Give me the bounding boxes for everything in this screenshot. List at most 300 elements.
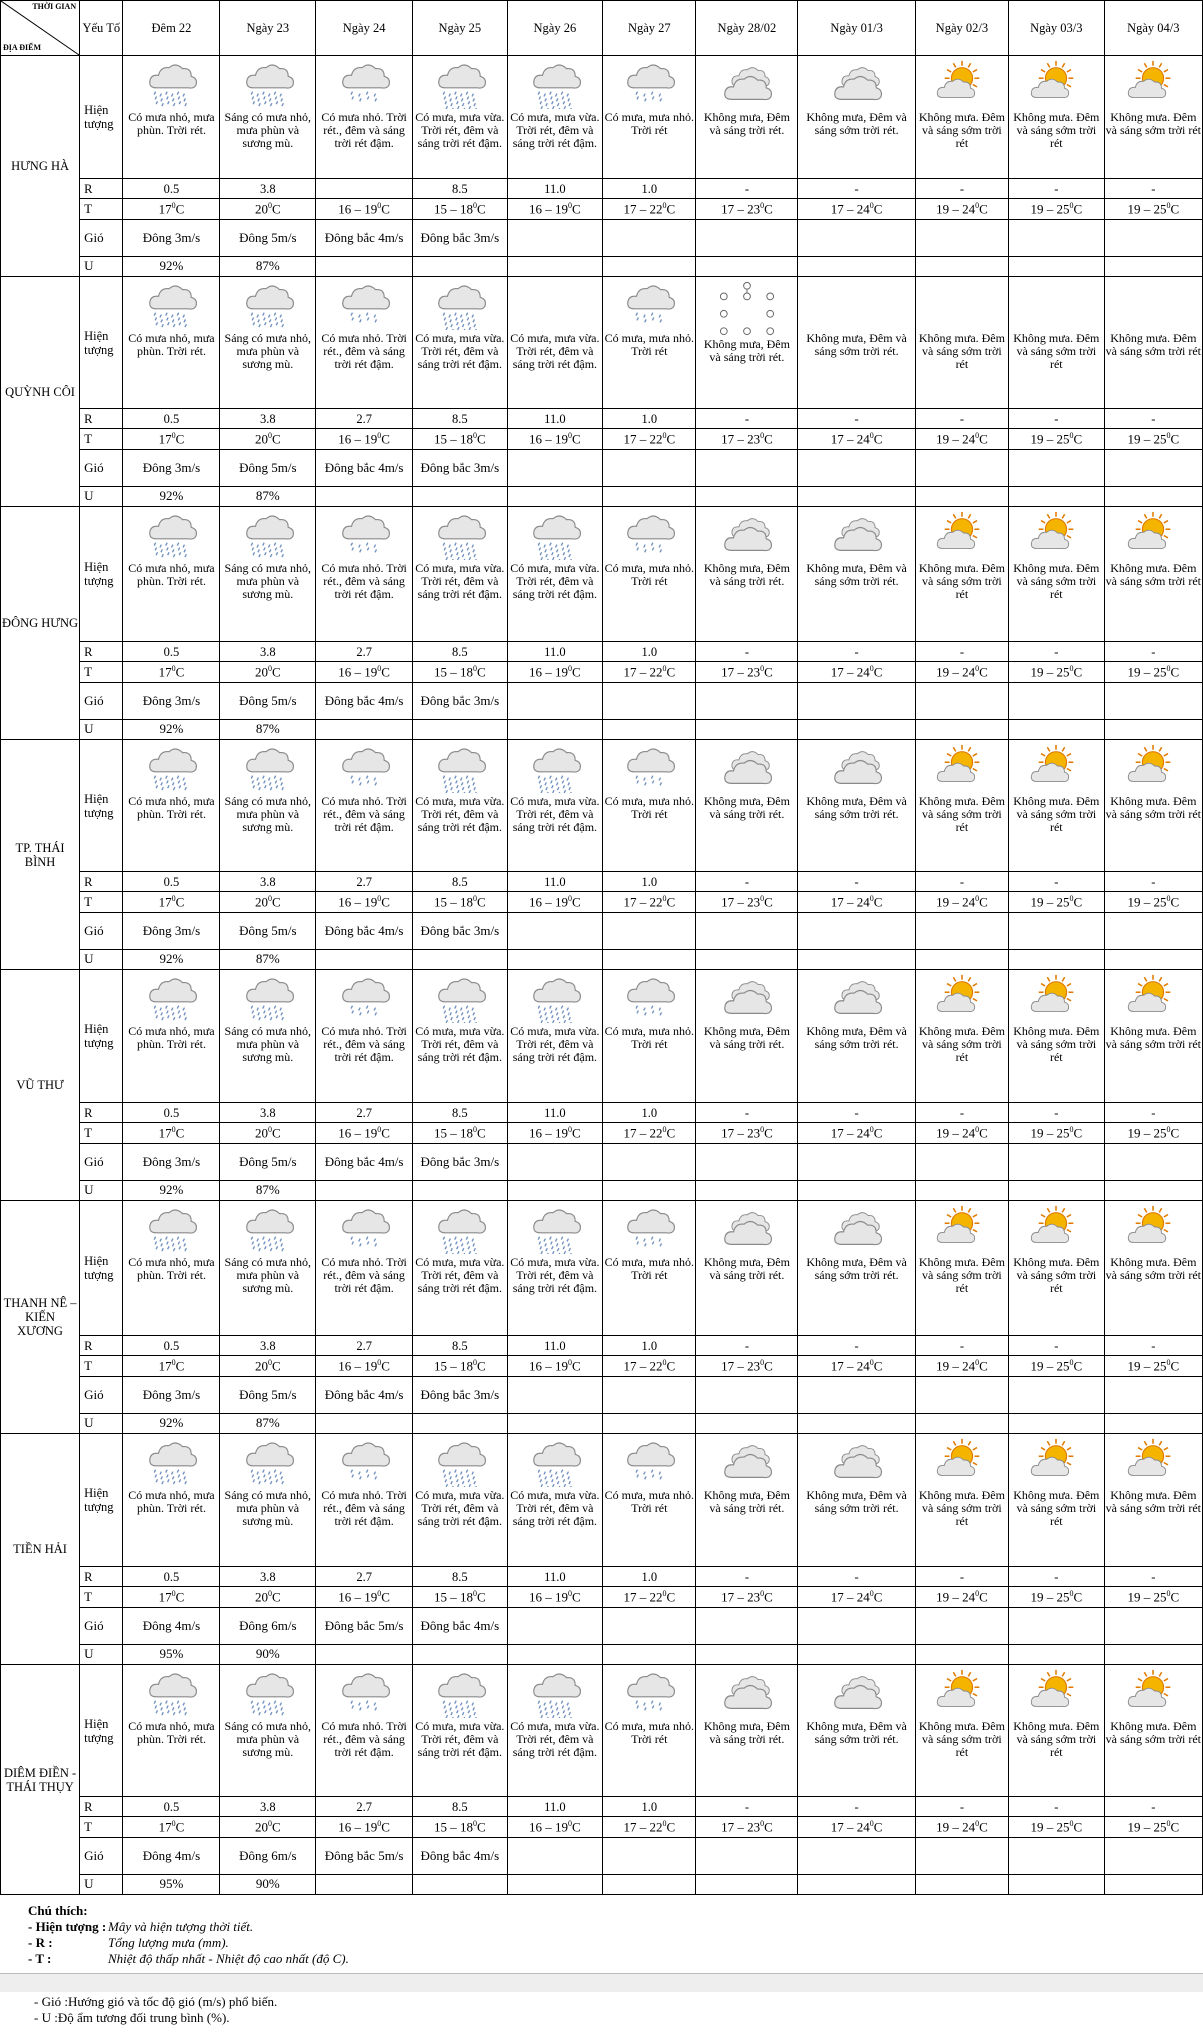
wind-cell [696,450,798,487]
temperature-unit: C [476,663,486,679]
wind-cell: Đông bắc 4m/s [413,1608,507,1645]
heavy-rain-cloud-icon [509,1668,602,1718]
humidity-cell [696,1875,798,1895]
temperature-unit: C [873,893,883,909]
phenomenon-cell [696,970,798,1103]
phenomenon-text: Không mưa. Đêm và sáng sớm trời rét [1105,1255,1201,1283]
humidity-cell [413,720,507,740]
phenomenon-text: Có mưa, mưa nhỏ. Trời rét [604,561,694,589]
rainfall-cell: - [1008,1336,1104,1356]
phenomenon-text: Không mưa, Đêm và sáng trời rét. [703,561,790,589]
degree-mark: 0 [472,663,477,673]
wind-cell [696,1144,798,1181]
temperature-unit: C [572,663,581,679]
degree-mark: 0 [377,1588,382,1598]
phenomenon-row [1,970,1203,1103]
rain-cloud-icon [221,59,314,109]
sun-cloud-icon [1106,1668,1201,1718]
phenomenon-cell [413,277,507,409]
wind-cell [1008,1144,1104,1181]
temperature-unit: C [1170,1588,1180,1604]
degree-mark: 0 [869,893,874,903]
temperature-unit: C [764,663,773,679]
phenomenon-text: Không mưa. Đêm và sáng sớm trời rét [1013,1255,1100,1296]
temperature-unit: C [1170,893,1180,909]
phenomenon-cell [603,277,696,409]
phenomenon-cell [316,970,413,1103]
phenomenon-cell [316,1201,413,1336]
wind-cell [1104,1144,1202,1181]
humidity-cell [915,1181,1008,1201]
heavy-rain-cloud-icon [509,1437,602,1487]
row-label-wind: Gió [80,450,123,487]
wind-cell [696,1838,798,1875]
wind-cell [1104,1377,1202,1414]
rainfall-cell: - [696,1103,798,1123]
humidity-cell [507,1875,603,1895]
wind-cell [696,1608,798,1645]
phenomenon-cell [413,970,507,1103]
phenomenon-cell [220,507,316,642]
day-header: Ngày 01/3 [798,1,915,56]
degree-mark: 0 [472,200,477,210]
phenomenon-cell [413,740,507,872]
humidity-cell [696,1414,798,1434]
row-label-humidity: U [80,950,123,970]
phenomenon-text: Sáng có mưa nhỏ, mưa phùn và sương mù. [224,1719,312,1760]
wind-cell: Đông 3m/s [123,1144,220,1181]
humidity-cell [316,257,413,277]
heavy-rain-cloud-icon [414,280,505,330]
humidity-cell [1008,1181,1104,1201]
temperature-unit: C [476,430,486,446]
wind-cell: Đông 3m/s [123,220,220,257]
wind-cell: Đông bắc 5m/s [316,1838,413,1875]
wind-cell [798,1608,915,1645]
humidity-row [1,1414,1203,1434]
temperature-cell [123,1587,220,1608]
temperature-unit: C [476,1124,486,1140]
phenomenon-text: Có mưa, mưa vừa. Trời rét, đêm và sáng trời rét đậm. [510,1719,600,1760]
wind-cell: Đông bắc 3m/s [413,450,507,487]
temperature-value: 19 – 24 [936,1818,976,1834]
degree-mark: 0 [267,1357,272,1367]
wind-cell [798,1144,915,1181]
wind-cell: Đông bắc 3m/s [413,1144,507,1181]
rainfall-cell: - [1104,642,1202,662]
humidity-cell: 90% [220,1875,316,1895]
temperature-unit: C [175,1818,185,1834]
phenomenon-cell [603,1434,696,1567]
degree-mark: 0 [472,1818,477,1828]
phenomenon-cell [123,1665,220,1797]
temperature-cell [696,892,798,913]
temperature-cell [798,199,915,220]
rain-cloud-icon [124,1668,218,1718]
phenomenon-cell [915,970,1008,1103]
rainfall-cell: 0.5 [123,1797,220,1817]
degree-mark: 0 [760,430,765,440]
rainfall-cell: 1.0 [603,409,696,429]
temperature-value: 20 [254,893,268,909]
humidity-row [1,1645,1203,1665]
rainfall-cell: - [915,409,1008,429]
temperature-unit: C [1073,1357,1083,1373]
heavy-rain-cloud-icon [414,1437,505,1487]
temperature-cell [1104,429,1202,450]
rainfall-cell: 11.0 [507,409,603,429]
row-label-wind: Gió [80,1377,123,1414]
humidity-cell [507,487,603,507]
phenomenon-cell [507,970,603,1103]
phenomenon-cell [123,1434,220,1567]
wind-cell [1104,1838,1202,1875]
temperature-unit: C [381,1818,390,1834]
temperature-unit: C [764,200,773,216]
wind-cell [696,220,798,257]
temperature-cell [316,892,413,913]
degree-mark: 0 [760,663,765,673]
phenomenon-text: Không mưa. Đêm và sáng sớm trời rét [918,1488,1005,1529]
wind-cell [603,220,696,257]
temperature-unit: C [572,1818,581,1834]
cloudy-icon [799,59,913,109]
phenomenon-row [1,1434,1203,1567]
phenomenon-cell [316,277,413,409]
phenomenon-text: Không mưa. Đêm và sáng sớm trời rét [918,331,1005,372]
phenomenon-cell [696,56,798,179]
temperature-value: 16 – 19 [529,430,569,446]
temperature-unit: C [381,893,390,909]
drizzle-cloud-icon [317,1204,411,1254]
drizzle-cloud-icon [317,1437,411,1487]
rainfall-row [1,1797,1203,1817]
temperature-unit: C [572,893,581,909]
drizzle-cloud-icon [604,1204,694,1254]
temperature-value: 17 – 23 [721,1357,761,1373]
humidity-cell [798,1875,915,1895]
row-label-phenomenon: Hiện tượng [80,1665,123,1797]
phenomenon-cell [1104,277,1202,409]
note-text: Mây và hiện tượng thời tiết. [108,1919,254,1934]
sun-cloud-icon [917,59,1007,109]
temperature-value: 17 – 22 [623,200,663,216]
degree-mark: 0 [1069,430,1074,440]
degree-mark: 0 [267,200,272,210]
phenomenon-cell [316,507,413,642]
selection-handles-icon[interactable] [697,280,796,336]
phenomenon-cell [413,507,507,642]
degree-mark: 0 [1069,663,1074,673]
humidity-cell [798,257,915,277]
row-label-wind: Gió [80,1608,123,1645]
rainfall-cell: 0.5 [123,409,220,429]
rainfall-cell: - [798,1797,915,1817]
degree-mark: 0 [662,1357,667,1367]
degree-mark: 0 [1069,893,1074,903]
temperature-cell [316,1587,413,1608]
temperature-cell [603,199,696,220]
wind-cell: Đông bắc 4m/s [316,683,413,720]
corner-header [1,1,80,56]
temperature-cell [316,429,413,450]
phenomenon-cell [915,740,1008,872]
sun-cloud-icon [1106,743,1201,793]
phenomenon-cell [696,1201,798,1336]
phenomenon-text: Không mưa. Đêm và sáng sớm trời rét [1105,561,1201,589]
temperature-value: 16 – 19 [529,893,569,909]
wind-cell [507,220,603,257]
phenomenon-text: Có mưa, mưa vừa. Trời rét, đêm và sáng trời rét đậm. [510,331,600,372]
wind-cell: Đông 5m/s [220,1144,316,1181]
temperature-value: 17 [158,200,172,216]
humidity-cell [603,1645,696,1665]
temperature-unit: C [271,893,281,909]
rainfall-cell: - [915,872,1008,892]
temperature-unit: C [476,1588,486,1604]
phenomenon-cell [123,970,220,1103]
phenomenon-cell [696,1665,798,1797]
degree-mark: 0 [662,893,667,903]
note-key: - Hiện tượng : [28,1919,107,1934]
note-key: - U : [34,2010,58,2025]
humidity-cell [603,1181,696,1201]
note-key: - Gió : [34,1994,68,2009]
rainfall-cell: - [798,409,915,429]
rainfall-cell: 1.0 [603,1797,696,1817]
wind-cell: Đông bắc 3m/s [413,1377,507,1414]
humidity-cell [603,487,696,507]
temperature-unit: C [271,200,281,216]
humidity-row [1,950,1203,970]
wind-cell [798,683,915,720]
humidity-cell [413,950,507,970]
day-header: Ngày 04/3 [1104,1,1202,56]
phenomenon-text: Có mưa nhỏ. Trời rét., đêm và sáng trời rét đậm. [321,1024,407,1065]
sun-cloud-icon [1106,973,1201,1023]
temperature-unit: C [271,1357,281,1373]
temperature-cell [1008,892,1104,913]
wind-cell [696,913,798,950]
wind-cell [1008,683,1104,720]
temperature-value: 17 [158,1124,172,1140]
rainfall-cell: - [1104,179,1202,199]
temperature-cell [915,1817,1008,1838]
temperature-unit: C [666,1818,676,1834]
temperature-value: 17 – 22 [623,1357,663,1373]
phenomenon-cell [1104,1434,1202,1567]
degree-mark: 0 [377,430,382,440]
wind-cell [1104,220,1202,257]
temperature-value: 17 – 22 [623,893,663,909]
rainfall-cell: 1.0 [603,1567,696,1587]
drizzle-cloud-icon [604,1668,694,1718]
note-key: - T : [28,1951,52,1966]
row-label-wind: Gió [80,1144,123,1181]
degree-mark: 0 [472,430,477,440]
humidity-cell [1104,720,1202,740]
day-header: Ngày 25 [413,1,507,56]
temperature-value: 17 – 24 [830,1357,870,1373]
rainfall-cell: 0.5 [123,872,220,892]
temperature-unit: C [666,1124,676,1140]
row-label-rainfall: R [80,409,123,429]
temperature-value: 19 – 25 [1030,1357,1070,1373]
temperature-cell [696,429,798,450]
temperature-value: 19 – 25 [1030,663,1070,679]
phenomenon-text: Có mưa nhỏ. Trời rét., đêm và sáng trời rét đậm. [321,1719,407,1760]
temperature-unit: C [873,663,883,679]
temperature-unit: C [764,1124,773,1140]
temperature-cell [123,662,220,683]
humidity-cell [316,720,413,740]
temperature-value: 16 – 19 [338,663,378,679]
phenomenon-text: Có mưa, mưa vừa. Trời rét, đêm và sáng trời rét đậm. [415,331,505,372]
degree-mark: 0 [662,663,667,673]
phenomenon-text: Không mưa. Đêm và sáng sớm trời rét [918,561,1005,602]
cloudy-icon [697,1437,796,1487]
row-label-phenomenon: Hiện tượng [80,277,123,409]
drizzle-cloud-icon [317,743,411,793]
temperature-value: 16 – 19 [338,1588,378,1604]
degree-mark: 0 [975,1357,980,1367]
row-label-temperature: T [80,892,123,913]
degree-mark: 0 [171,893,176,903]
phenomenon-text: Sáng có mưa nhỏ, mưa phùn và sương mù. [224,561,312,602]
sun-cloud-icon [917,1204,1007,1254]
phenomenon-cell [798,970,915,1103]
temperature-row [1,1587,1203,1608]
phenomenon-text: Sáng có mưa nhỏ, mưa phùn và sương mù. [224,794,312,835]
humidity-cell [696,720,798,740]
temperature-cell [1104,892,1202,913]
rainfall-cell: 2.7 [316,1336,413,1356]
temperature-value: 17 – 24 [830,893,870,909]
temperature-cell [915,1587,1008,1608]
temperature-unit: C [1073,1124,1083,1140]
temperature-value: 17 [158,1357,172,1373]
rainfall-cell: 11.0 [507,179,603,199]
phenomenon-text: Sáng có mưa nhỏ, mưa phùn và sương mù. [224,331,312,372]
phenomenon-text: Không mưa, Đêm và sáng sớm trời rét. [806,1719,907,1747]
phenomenon-text: Không mưa, Đêm và sáng sớm trời rét. [806,1024,907,1052]
wind-cell [1008,1838,1104,1875]
degree-mark: 0 [760,1588,765,1598]
phenomenon-text: Không mưa. Đêm và sáng sớm trời rét [918,110,1005,151]
temperature-cell [413,1123,507,1144]
temperature-cell [603,1123,696,1144]
temperature-cell [1008,662,1104,683]
cloudy-icon [697,59,796,109]
temperature-unit: C [979,430,988,446]
rain-cloud-icon [124,973,218,1023]
phenomenon-row [1,740,1203,872]
empty-icon-slot [1010,280,1103,330]
humidity-cell [1104,1875,1202,1895]
phenomenon-cell [413,1665,507,1797]
wind-cell [696,683,798,720]
rainfall-cell: 0.5 [123,1336,220,1356]
phenomenon-cell [1008,740,1104,872]
temperature-cell [603,1817,696,1838]
temperature-cell [413,1356,507,1377]
temperature-unit: C [271,430,281,446]
temperature-value: 17 – 23 [721,430,761,446]
corner-location-label: ĐỊA ĐIỂM [3,43,42,53]
rainfall-cell: 8.5 [413,179,507,199]
note-item [28,1951,1203,1967]
phenomenon-row [1,1665,1203,1797]
humidity-cell: 87% [220,487,316,507]
degree-mark: 0 [975,1124,980,1134]
temperature-value: 19 – 24 [936,1124,976,1140]
rainfall-cell: - [798,1103,915,1123]
wind-cell: Đông 4m/s [123,1608,220,1645]
phenomenon-row [1,507,1203,642]
phenomenon-row [1,1201,1203,1336]
sun-cloud-icon [917,1668,1007,1718]
temperature-value: 19 – 25 [1127,1357,1167,1373]
humidity-cell: 87% [220,1414,316,1434]
temperature-unit: C [979,663,988,679]
temperature-cell [413,1817,507,1838]
temperature-cell [413,429,507,450]
temperature-cell [507,662,603,683]
degree-mark: 0 [869,1357,874,1367]
cloudy-icon [799,510,913,560]
sun-cloud-icon [1010,1204,1103,1254]
phenomenon-text: Không mưa, Đêm và sáng sớm trời rét. [806,110,907,138]
temperature-value: 16 – 19 [529,1818,569,1834]
phenomenon-text: Sáng có mưa nhỏ, mưa phùn và sương mù. [224,1024,312,1065]
rainfall-cell: 3.8 [220,179,316,199]
temperature-value: 19 – 25 [1030,200,1070,216]
rainfall-cell: 3.8 [220,1567,316,1587]
phenomenon-text: Không mưa, Đêm và sáng trời rét. [703,794,790,822]
degree-mark: 0 [662,430,667,440]
wind-cell: Đông bắc 3m/s [413,683,507,720]
phenomenon-text: Không mưa. Đêm và sáng sớm trời rét [1105,1024,1201,1052]
phenomenon-text: Có mưa, mưa vừa. Trời rét, đêm và sáng trời rét đậm. [510,110,600,151]
temperature-value: 15 – 18 [433,1588,473,1604]
rainfall-cell: - [696,872,798,892]
humidity-cell: 92% [123,487,220,507]
phenomenon-text: Có mưa nhỏ, mưa phùn. Trời rét. [128,331,215,359]
humidity-cell [413,1181,507,1201]
temperature-cell [220,1356,316,1377]
temperature-value: 17 – 22 [623,1818,663,1834]
humidity-cell: 92% [123,257,220,277]
cloudy-icon [697,1668,796,1718]
temperature-cell [123,892,220,913]
degree-mark: 0 [1166,1124,1171,1134]
degree-mark: 0 [472,1124,477,1134]
rain-cloud-icon [124,510,218,560]
rainfall-cell: - [798,872,915,892]
wind-row [1,1377,1203,1414]
temperature-cell [915,429,1008,450]
row-label-wind: Gió [80,683,123,720]
phenomenon-cell [316,1665,413,1797]
temperature-value: 20 [254,663,268,679]
temperature-unit: C [979,1357,988,1373]
temperature-value: 19 – 24 [936,663,976,679]
rainfall-row [1,1567,1203,1587]
rainfall-cell: 8.5 [413,642,507,662]
degree-mark: 0 [267,1818,272,1828]
phenomenon-cell [798,1434,915,1567]
temperature-value: 16 – 19 [338,200,378,216]
